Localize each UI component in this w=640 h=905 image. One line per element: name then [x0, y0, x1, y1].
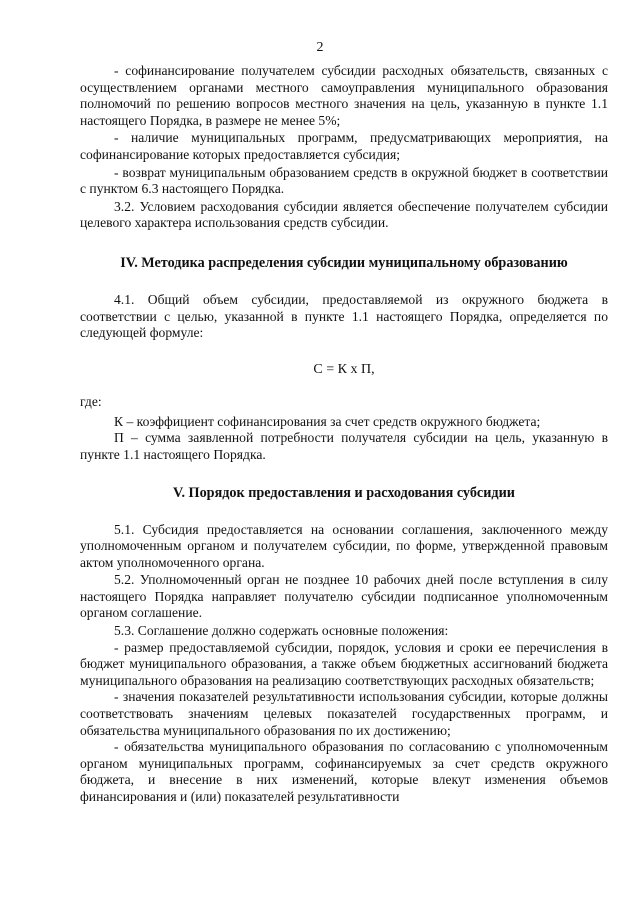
section-4-heading: IV. Методика распределения субсидии муниципальному образованию	[120, 254, 568, 271]
paragraph-programs: - наличие муниципальных программ, предусматривающих мероприятия, на софинансирование которых предоставляется субсидия;	[80, 130, 608, 162]
paragraph-5-1: 5.1. Субсидия предоставляется на основании соглашения, заключенного между уполномоченным органом и получателем субсидии, по форме, утвержденной правовым актом уполномоченного органа.	[80, 521, 608, 570]
paragraph-5-2: 5.2. Уполномоченный орган не позднее 10 рабочих дней после вступления в силу настоящего Порядка направляет получателю субсидии подписанное уполномоченным органом соглашение.	[80, 572, 608, 621]
formula: С = К х П,	[313, 361, 375, 377]
definition-k: К – коэффициент софинансирования за счет средств окружного бюджета;	[114, 413, 541, 429]
definition-p: П – сумма заявленной потребности получателя субсидии на цель, указанную в пункте 1.1 настоящего Порядка.	[80, 430, 608, 462]
bullet-obligations: - обязательства муниципального образования по согласованию с уполномоченным органом муниципальных программ, софинансируемых за счет средств окружного бюджета, и внесение в них изменений, которые влекут изменения объемов финансирования и (или) показателей результативности	[80, 739, 608, 804]
section-5-heading: V. Порядок предоставления и расходования субсидии	[173, 484, 515, 501]
document-body	[80, 63, 608, 806]
bullet-performance-indicators: - значения показателей результативности использования субсидии, которые должны соответствовать значениям целевых показателей государственных программ, и обязательства муниципального образования по их достижению;	[80, 689, 608, 738]
paragraph-4-1: 4.1. Общий объем субсидии, предоставляемой из окружного бюджета в соответствии с целью, указанной в пункте 1.1 настоящего Порядка, определяется по следующей формуле:	[80, 291, 608, 341]
paragraph-cofinancing: - софинансирование получателем субсидии расходных обязательств, связанных с осуществлением органами местного самоуправления муниципального образования полномочий по решению вопросов местного значения на цель, указанную в пункте 1.1 настоящего Порядка, в размере не менее 5%;	[80, 63, 608, 128]
bullet-subsidy-size: - размер предоставляемой субсидии, порядок, условия и сроки ее перечисления в бюджет муниципального образования, а также объем бюджетных ассигнований бюджета муниципального образования на реализацию соответствующих расходных обязательств;	[80, 639, 608, 688]
page-number: 2	[316, 40, 324, 55]
paragraph-return: - возврат муниципальным образованием средств в окружной бюджет в соответствии с пунктом 6.3 настоящего Порядка.	[80, 164, 608, 197]
paragraph-5-3: 5.3. Соглашение должно содержать основные положения:	[114, 623, 449, 639]
where-label: где:	[80, 393, 102, 409]
paragraph-3-2: 3.2. Условием расходования субсидии является обеспечение получателем субсидии целевого характера использования средств субсидии.	[80, 198, 608, 231]
